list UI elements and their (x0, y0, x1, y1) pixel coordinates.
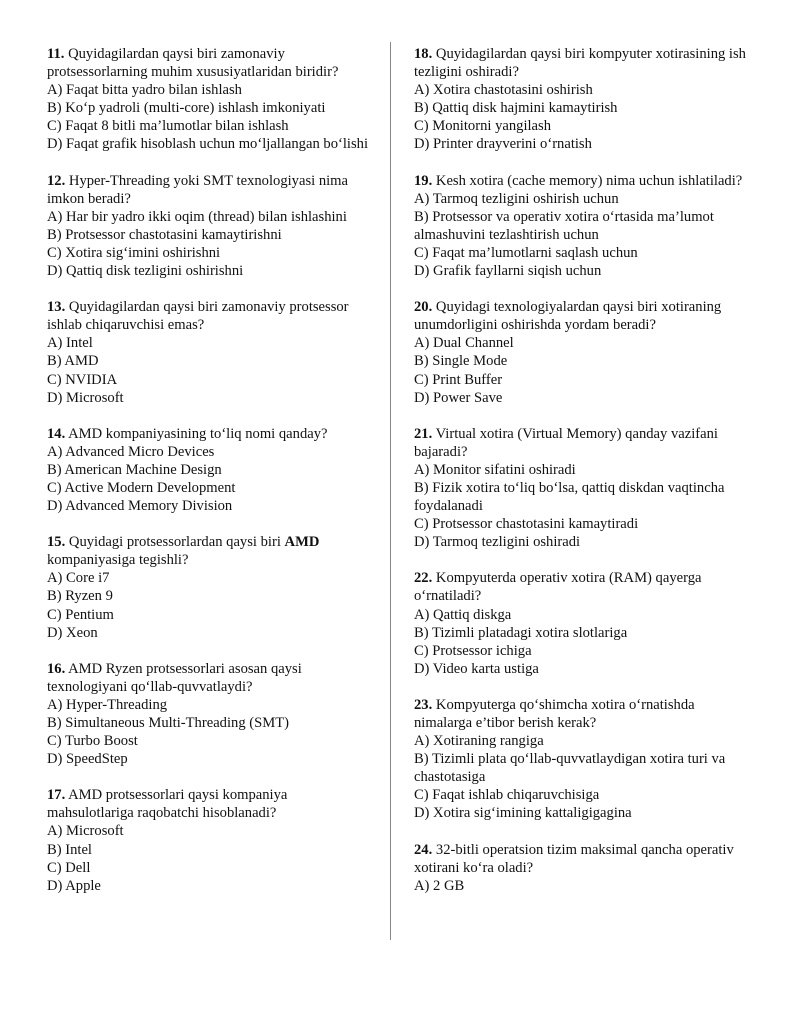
option-a: A) Microsoft (47, 823, 124, 840)
option-c: C) Protsessor ichiga (414, 642, 532, 659)
question-text: 15. Quyidagi protsessorlardan qaysi biri AMD kompaniyasiga tegishli? (47, 534, 320, 569)
option-d: D) Tarmoq tezligini oshiradi (414, 534, 581, 551)
question-text: 21. Virtual xotira (Virtual Memory) qanday vazifani bajaradi? (414, 425, 718, 460)
question-15 (47, 533, 377, 642)
option-a: A) Core i7 (47, 570, 110, 587)
question-18 (414, 45, 749, 154)
option-b: B) Ko‘p yadroli (multi-core) ishlash imkoniyati (47, 100, 326, 117)
option-a: A) Hyper-Threading (47, 696, 168, 713)
question-20 (414, 298, 749, 407)
question-text: 24. 32-bitli operatsion tizim maksimal qancha operativ xotirani ko‘ra oladi? (414, 841, 734, 876)
question-number: 16. (47, 660, 66, 677)
question-text: 14. AMD kompaniyasining to‘liq nomi qanday? (47, 425, 328, 442)
question-text: 20. Quyidagi texnologiyalardan qaysi biri xotiraning unumdorligini oshirishda yordam beradi? (414, 299, 722, 334)
question-number: 11. (47, 46, 65, 62)
question-number: 24. (414, 841, 433, 858)
option-d: D) Printer drayverini o‘rnatish (414, 136, 592, 153)
question-text: 19. Kesh xotira (cache memory) nima uchun ishlatiladi? (414, 172, 743, 189)
option-c: C) Turbo Boost (47, 733, 138, 750)
question-number: 20. (414, 299, 433, 316)
option-d: D) Video karta ustiga (414, 660, 539, 677)
question-number: 21. (414, 425, 433, 442)
option-a: A) Qattiq diskga (414, 606, 512, 623)
question-text: 22. Kompyuterda operativ xotira (RAM) qayerga o‘rnatiladi? (414, 570, 702, 605)
option-a: A) Xotira chastotasini oshirish (414, 82, 593, 99)
option-b: B) Ryzen 9 (47, 588, 113, 605)
option-a: A) Dual Channel (414, 335, 514, 352)
option-b: B) Tizimli platadagi xotira slotlariga (414, 624, 628, 641)
option-b: B) AMD (47, 353, 99, 370)
option-a: A) Har bir yadro ikki oqim (thread) bilan ishlashini (47, 208, 347, 225)
option-d: D) Apple (47, 877, 101, 894)
option-a: A) Intel (47, 335, 93, 352)
question-number: 22. (414, 570, 433, 587)
question-number: 14. (47, 425, 66, 442)
option-b: B) Qattiq disk hajmini kamaytirish (414, 100, 618, 117)
option-b: B) Simultaneous Multi-Threading (SMT) (47, 715, 289, 731)
question-text: 13. Quyidagilardan qaysi biri zamonaviy protsessor ishlab chiqaruvchisi emas? (47, 299, 349, 334)
option-d: D) Qattiq disk tezligini oshirishni (47, 263, 244, 280)
question-text: 17. AMD protsessorlari qaysi kompaniya mahsulotlariga raqobatchi hisoblanadi? (47, 787, 288, 822)
bold-term: AMD (284, 534, 320, 551)
option-a: A) Faqat bitta yadro bilan ishlash (47, 82, 242, 99)
question-12 (47, 172, 377, 281)
question-text: 12. Hyper-Threading yoki SMT texnologiyasi nima imkon beradi? (47, 172, 349, 207)
option-b: B) Single Mode (414, 353, 508, 370)
option-d: D) Faqat grafik hisoblash uchun mo‘ljallangan bo‘lishi (47, 136, 368, 153)
option-c: C) Monitorni yangilash (414, 118, 552, 135)
option-c: C) Print Buffer (414, 371, 503, 388)
question-number: 18. (414, 46, 433, 62)
option-a: A) Tarmoq tezligini oshirish uchun (414, 190, 619, 207)
option-d: D) Grafik fayllarni siqish uchun (414, 263, 602, 280)
option-c: C) Xotira sig‘imini oshirishni (47, 244, 221, 261)
option-d: D) Xotira sig‘imining kattaligigagina (414, 805, 632, 822)
option-c: C) Protsessor chastotasini kamaytiradi (414, 516, 639, 533)
option-d: D) Advanced Memory Division (47, 498, 233, 515)
option-b: B) Protsessor chastotasini kamaytirishni (47, 226, 282, 243)
column-divider (390, 42, 391, 940)
question-number: 12. (47, 172, 66, 189)
option-c: C) Faqat ma’lumotlarni saqlash uchun (414, 244, 638, 261)
question-text: 11. Quyidagilardan qaysi biri zamonaviy protsessorlarning muhim xususiyatlaridan biridir? (47, 46, 339, 81)
question-number: 19. (414, 172, 433, 189)
question-14 (47, 425, 377, 515)
option-d: D) Power Save (414, 389, 503, 406)
question-number: 13. (47, 299, 66, 316)
option-c: C) Faqat 8 bitli ma’lumotlar bilan ishlash (47, 118, 289, 135)
question-19 (414, 172, 749, 281)
option-a: A) Advanced Micro Devices (47, 443, 215, 460)
question-number: 17. (47, 787, 66, 804)
option-b: B) Tizimli plata qo‘llab-quvvatlaydigan xotira turi va chastotasiga (414, 751, 726, 786)
right-column (414, 45, 749, 913)
question-17 (47, 786, 377, 895)
option-c: C) NVIDIA (47, 371, 118, 388)
option-a: A) Xotiraning rangiga (414, 733, 544, 750)
option-a: A) Monitor sifatini oshiradi (414, 461, 576, 478)
option-b: B) Protsessor va operativ xotira o‘rtasida ma’lumot almashuvini tezlashtirish uchun (414, 208, 714, 243)
question-13 (47, 298, 377, 407)
question-24 (414, 841, 749, 895)
question-22 (414, 569, 749, 678)
option-c: C) Dell (47, 859, 91, 876)
question-23 (414, 696, 749, 823)
option-c: C) Pentium (47, 606, 114, 623)
option-a: A) 2 GB (414, 877, 465, 894)
option-b: B) Intel (47, 841, 92, 858)
question-text: 18. Quyidagilardan qaysi biri kompyuter xotirasining ish tezligini oshiradi? (414, 46, 746, 81)
question-number: 15. (47, 534, 66, 551)
left-column (47, 45, 377, 913)
question-number: 23. (414, 696, 433, 713)
question-11 (47, 45, 377, 154)
option-d: D) Xeon (47, 624, 98, 641)
option-d: D) Microsoft (47, 389, 124, 406)
option-c: C) Active Modern Development (47, 479, 236, 496)
option-b: B) Fizik xotira to‘liq bo‘lsa, qattiq diskdan vaqtincha foydalanadi (414, 479, 725, 515)
option-d: D) SpeedStep (47, 751, 128, 768)
option-b: B) American Machine Design (47, 461, 222, 478)
question-text: 16. AMD Ryzen protsessorlari asosan qaysi texnologiyani qo‘llab-quvvatlaydi? (47, 660, 302, 695)
question-16 (47, 660, 377, 769)
question-text: 23. Kompyuterga qo‘shimcha xotira o‘rnatishda nimalarga e’tibor berish kerak? (414, 696, 695, 731)
question-21 (414, 425, 749, 552)
option-c: C) Faqat ishlab chiqaruvchisiga (414, 787, 600, 804)
